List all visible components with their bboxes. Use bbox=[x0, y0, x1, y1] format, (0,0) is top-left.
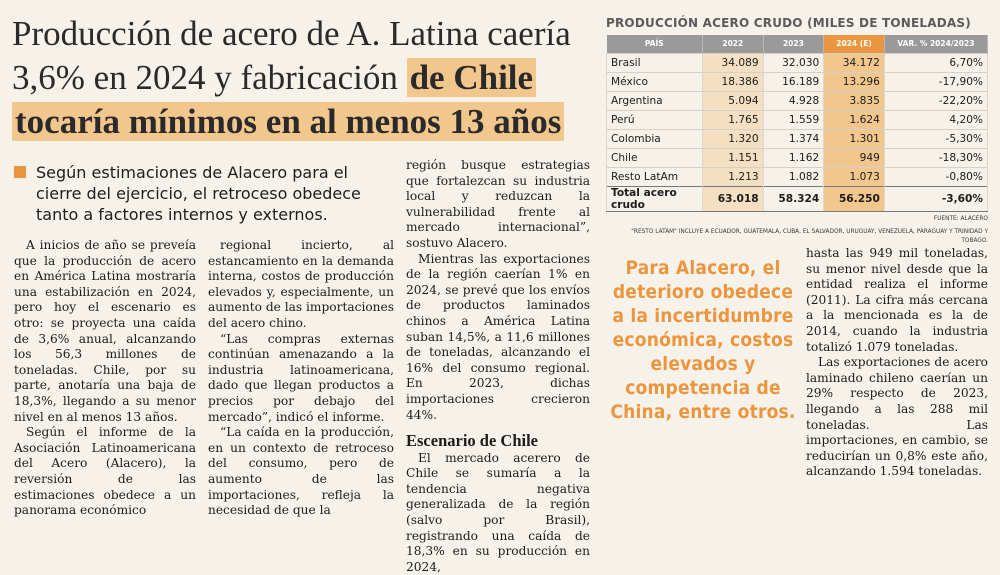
header-2022: 2022 bbox=[703, 35, 764, 53]
headline-highlight: de Chile tocaría mínimos en al menos 13 años bbox=[12, 58, 564, 141]
body-column-1 bbox=[14, 238, 196, 519]
header-2023: 2023 bbox=[763, 35, 824, 53]
body-column-2 bbox=[208, 238, 394, 519]
subheading: Escenario de Chile bbox=[406, 431, 538, 451]
production-table-box bbox=[606, 16, 988, 246]
lead-paragraph bbox=[14, 162, 394, 225]
cell-2023: 1.374 bbox=[763, 129, 824, 148]
cell-2023: 1.082 bbox=[763, 167, 824, 186]
paragraph: El mercado acerero de Chile se sumaría a la tendencia negativa generalizada de la región (salvo por Brasil), registrando una caída de 18,3% en su producción en 2024, bbox=[406, 450, 590, 574]
header-var: VAR. % 2024/2023 bbox=[884, 35, 987, 53]
paragraph: región busque estrategias que fortalezcan su industria local y reduzcan la vulnerabilidad frente al mercado internacional”, sostuvo Alacero. bbox=[406, 158, 590, 250]
cell-var: 4,20% bbox=[884, 110, 987, 129]
cell-country: Resto LatAm bbox=[607, 167, 703, 186]
table-header-row bbox=[607, 35, 988, 53]
cell-country: Brasil bbox=[607, 53, 703, 72]
cell-2024: 1.301 bbox=[824, 129, 885, 148]
cell-country: México bbox=[607, 72, 703, 91]
table-row bbox=[607, 129, 988, 148]
cell-2024: 1.073 bbox=[824, 167, 885, 186]
header-2024: 2024 (E) bbox=[824, 35, 885, 53]
cell-2022: 1.213 bbox=[703, 167, 764, 186]
cell-2023: 4.928 bbox=[763, 91, 824, 110]
table-row bbox=[607, 167, 988, 186]
cell-2022: 63.018 bbox=[703, 186, 764, 211]
cell-2024: 56.250 bbox=[824, 186, 885, 211]
cell-2022: 5.094 bbox=[703, 91, 764, 110]
cell-country: Total acero crudo bbox=[607, 186, 703, 211]
cell-2022: 1.320 bbox=[703, 129, 764, 148]
paragraph: regional incierto, al estancamiento en la demanda interna, costos de producción elevados y, especialmente, un aumento de las importaciones del acero chino. bbox=[208, 238, 394, 330]
paragraph: “Las compras externas continúan amenazando a la industria latinoamericana, dado que llegan productos a precios por debajo del mercado”, indicó el informe. bbox=[208, 331, 394, 424]
table-row bbox=[607, 110, 988, 129]
table-total-row bbox=[607, 186, 988, 211]
cell-2023: 32.030 bbox=[763, 53, 824, 72]
cell-2022: 1.151 bbox=[703, 148, 764, 167]
cell-2024: 3.835 bbox=[824, 91, 885, 110]
cell-2024: 13.296 bbox=[824, 72, 885, 91]
cell-country: Colombia bbox=[607, 129, 703, 148]
cell-2024: 34.172 bbox=[824, 53, 885, 72]
paragraph: Las exportaciones de acero laminado chileno caerían un 29% respecto de 2023, llegando a las 288 mil toneladas. Las importaciones, en cambio, se reducirían un 0,8% este año, alcanzando 1.594 toneladas. bbox=[806, 355, 988, 479]
square-bullet-icon bbox=[14, 166, 26, 178]
cell-var: -5,30% bbox=[884, 129, 987, 148]
cell-var: -3,60% bbox=[884, 186, 987, 211]
cell-2022: 34.089 bbox=[703, 53, 764, 72]
cell-var: -18,30% bbox=[884, 148, 987, 167]
cell-2023: 1.162 bbox=[763, 148, 824, 167]
cell-2022: 18.386 bbox=[703, 72, 764, 91]
cell-2022: 1.765 bbox=[703, 110, 764, 129]
table-row bbox=[607, 72, 988, 91]
lead-text: Según estimaciones de Alacero para el cierre del ejercicio, el retroceso obedece tanto a factores internos y externos. bbox=[36, 163, 361, 224]
header-country: PAÍS bbox=[607, 35, 703, 53]
table-row bbox=[607, 148, 988, 167]
cell-2024: 1.624 bbox=[824, 110, 885, 129]
pull-quote: Para Alacero, el deterioro obedece a la incertidumbre económica, costos elevados y competencia de China, entre otros. bbox=[610, 257, 796, 423]
paragraph: Según el informe de la Asociación Latinoamericana del Acero (Alacero), la reversión de las estimaciones obedece a un panorama económico bbox=[14, 425, 196, 518]
cell-country: Chile bbox=[607, 148, 703, 167]
table-row bbox=[607, 53, 988, 72]
cell-2023: 58.324 bbox=[763, 186, 824, 211]
paragraph: “La caída en la producción, en un contexto de retroceso del consumo, pero de aumento de las importaciones, refleja la necesidad de que la bbox=[208, 425, 394, 518]
cell-2023: 1.559 bbox=[763, 110, 824, 129]
production-table bbox=[606, 35, 988, 212]
cell-country: Perú bbox=[607, 110, 703, 129]
table-note: "RESTO LATAM" INCLUYE A ECUADOR, GUATEMALA, CUBA, EL SALVADOR, URUGUAY, VENEZUELA, PARAGUAY Y TRINIDAD Y TOBAGO. bbox=[631, 228, 988, 244]
headline bbox=[12, 12, 572, 144]
paragraph: Mientras las exportaciones de la región caerían 1% en 2024, se prevé que los envíos de productos laminados chinos a América Latina suban 14,5%, a 11,6 millones de toneladas, alcanzando el 16% del consumo regional. En 2023, dichas importaciones crecieron 44%. bbox=[406, 251, 590, 422]
cell-country: Argentina bbox=[607, 91, 703, 110]
table-source: FUENTE: ALACERO bbox=[933, 215, 988, 222]
paragraph: A inicios de año se preveía que la producción de acero en América Latina mostraría una estabilización en 2024, pero hoy el escenario es otro: se proyecta una caída de 3,6% anual, alcanzando los 56,3 millones de toneladas. Chile, por su parte, anotaría una baja de 18,3%, llegando a su menor nivel en al menos 13 años. bbox=[14, 238, 196, 424]
cell-2024: 949 bbox=[824, 148, 885, 167]
headline-part1: Producción de acero de A. Latina caería 3,6% en 2024 y fabricación bbox=[12, 14, 571, 97]
body-column-4 bbox=[806, 246, 988, 480]
cell-2023: 16.189 bbox=[763, 72, 824, 91]
cell-var: -17,90% bbox=[884, 72, 987, 91]
cell-var: -22,20% bbox=[884, 91, 987, 110]
table-title: PRODUCCIÓN ACERO CRUDO (MILES DE TONELADAS) bbox=[606, 16, 971, 30]
cell-var: -0,80% bbox=[884, 167, 987, 186]
cell-var: 6,70% bbox=[884, 53, 987, 72]
paragraph: hasta las 949 mil toneladas, su menor nivel desde que la entidad realiza el informe (2011). La cifra más cercana a la mencionada es la de 2014, cuando la industria totalizó 1.079 toneladas. bbox=[806, 246, 988, 354]
table-row bbox=[607, 91, 988, 110]
body-column-3 bbox=[406, 158, 590, 575]
